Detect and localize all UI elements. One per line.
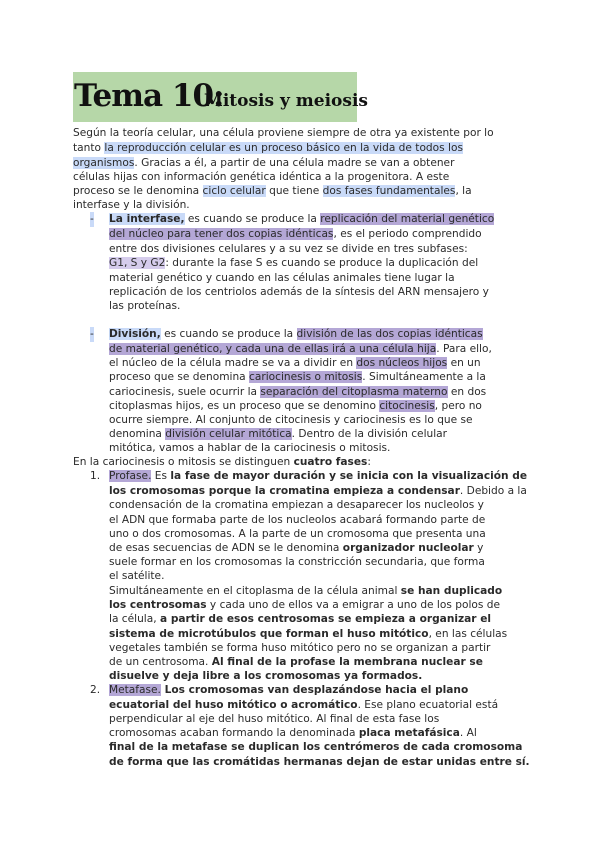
profase-line-13: vegetales también se forma huso mitótico pero no se organizan a partir bbox=[109, 642, 491, 654]
division-line-9: mitótica, vamos a hablar de la cariocinesis o mitosis. bbox=[109, 442, 391, 454]
profase-line-7: suele formar en los cromosomas la constricción secundaria, que forma bbox=[109, 556, 485, 568]
metafase-line-1: Metafase. Los cromosomas van desplazándose hacia el plano bbox=[109, 684, 469, 696]
division-line-1: División, es cuando se produce la división de las dos copias idénticas bbox=[109, 328, 483, 340]
profase-line-1: Profase. Es la fase de mayor duración y se inicia con la visualización de bbox=[109, 470, 528, 482]
interfase-line-7: las proteínas. bbox=[109, 300, 181, 312]
profase-line-15: disuelve y deja libre a los cromosomas ya formados. bbox=[109, 670, 423, 682]
metafase-line-5: final de la metafase se duplican los centrómeros de cada cromosoma bbox=[109, 741, 523, 753]
interfase-line-2: del núcleo para tener dos copias idénticas, es el periodo comprendido bbox=[109, 228, 482, 240]
division-line-8: denomina división celular mitótica. Dentro de la división celular bbox=[109, 428, 448, 440]
metafase-line-2: ecuatorial del huso mitótico o acromático. Ese plano ecuatorial está bbox=[109, 699, 499, 711]
division-line-5: cariocinesis, suele ocurrir la separación del citoplasma materno en dos bbox=[109, 386, 487, 398]
intro-line-1: Según la teoría celular, una célula proviene siempre de otra ya existente por lo bbox=[73, 127, 494, 139]
division-line-7: ocurre siempre. Al conjunto de citocinesis y cariocinesis es lo que se bbox=[109, 414, 473, 426]
intro-line-2: tanto la reproducción celular es un proceso básico en la vida de todos los bbox=[73, 142, 463, 154]
division-line-2: de material genético, y cada una de ellas irá a una célula hija. Para ello, bbox=[109, 343, 492, 355]
bullet-dash: - bbox=[90, 213, 94, 225]
profase-line-10: los centrosomas y cada uno de ellos va a emigrar a uno de los polos de bbox=[109, 599, 501, 611]
metafase-line-6: de forma que las cromátidas hermanas dejan de estar unidas entre sí. bbox=[109, 756, 530, 768]
intro-line-4: células hijas con información genética idéntica a la progenitora. A este bbox=[73, 171, 450, 183]
profase-line-14: de un centrosoma. Al final de la profase la membrana nuclear se bbox=[109, 656, 483, 668]
intro-line-6: interfase y la división. bbox=[73, 199, 190, 211]
profase-line-5: uno o dos cromosomas. A la parte de un cromosoma que presenta una bbox=[109, 528, 486, 540]
list-number: 1. bbox=[90, 470, 101, 482]
page-title: Tema 10: bbox=[74, 78, 224, 114]
profase-line-2: los cromosomas porque la cromatina empieza a condensar. Debido a la bbox=[109, 485, 527, 497]
intro-line-5: proceso se le denomina ciclo celular que tiene dos fases fundamentales, la bbox=[73, 185, 472, 197]
profase-line-6: de esas secuencias de ADN se le denomina organizador nucleolar y bbox=[109, 542, 484, 554]
metafase-line-4: cromosomas acaban formando la denominada placa metafásica. Al bbox=[109, 727, 477, 739]
profase-line-3: condensación de la cromatina empiezan a desaparecer los nucleolos y bbox=[109, 499, 484, 511]
interfase-line-3: entre dos divisiones celulares y a su vez se divide en tres subfases: bbox=[109, 243, 468, 255]
profase-line-9: Simultáneamente en el citoplasma de la célula animal se han duplicado bbox=[109, 585, 503, 597]
interfase-line-6: replicación de los centriolos además de la síntesis del ARN mensajero y bbox=[109, 286, 489, 298]
page-subtitle: Mitosis y meiosis bbox=[204, 91, 368, 111]
division-line-6: citoplasmas hijos, es un proceso que se denomino citocinesis, pero no bbox=[109, 400, 482, 412]
interfase-line-5: material genético y cuando en las células animales tiene lugar la bbox=[109, 272, 455, 284]
interfase-line-1: La interfase, es cuando se produce la replicación del material genético bbox=[109, 213, 495, 225]
profase-line-11: la célula, a partir de esos centrosomas se empieza a organizar el bbox=[109, 613, 492, 625]
metafase-line-3: perpendicular al eje del huso mitótico. Al final de esta fase los bbox=[109, 713, 440, 725]
fases-intro: En la cariocinesis o mitosis se distinguen cuatro fases: bbox=[73, 456, 371, 468]
profase-line-4: el ADN que formaba parte de los nucleolos acabará formando parte de bbox=[109, 514, 486, 526]
bullet-dash: - bbox=[90, 328, 94, 340]
interfase-line-4: G1, S y G2: durante la fase S es cuando se produce la duplicación del bbox=[109, 257, 479, 269]
division-line-4: proceso que se denomina cariocinesis o mitosis. Simultáneamente a la bbox=[109, 371, 486, 383]
intro-line-3: organismos. Gracias a él, a partir de una célula madre se van a obtener bbox=[73, 157, 455, 169]
list-number: 2. bbox=[90, 684, 101, 696]
division-line-3: el núcleo de la célula madre se va a dividir en dos núcleos hijos en un bbox=[109, 357, 481, 369]
profase-line-12: sistema de microtúbulos que forman el huso mitótico, en las células bbox=[109, 628, 508, 640]
profase-line-8: el satélite. bbox=[109, 570, 165, 582]
